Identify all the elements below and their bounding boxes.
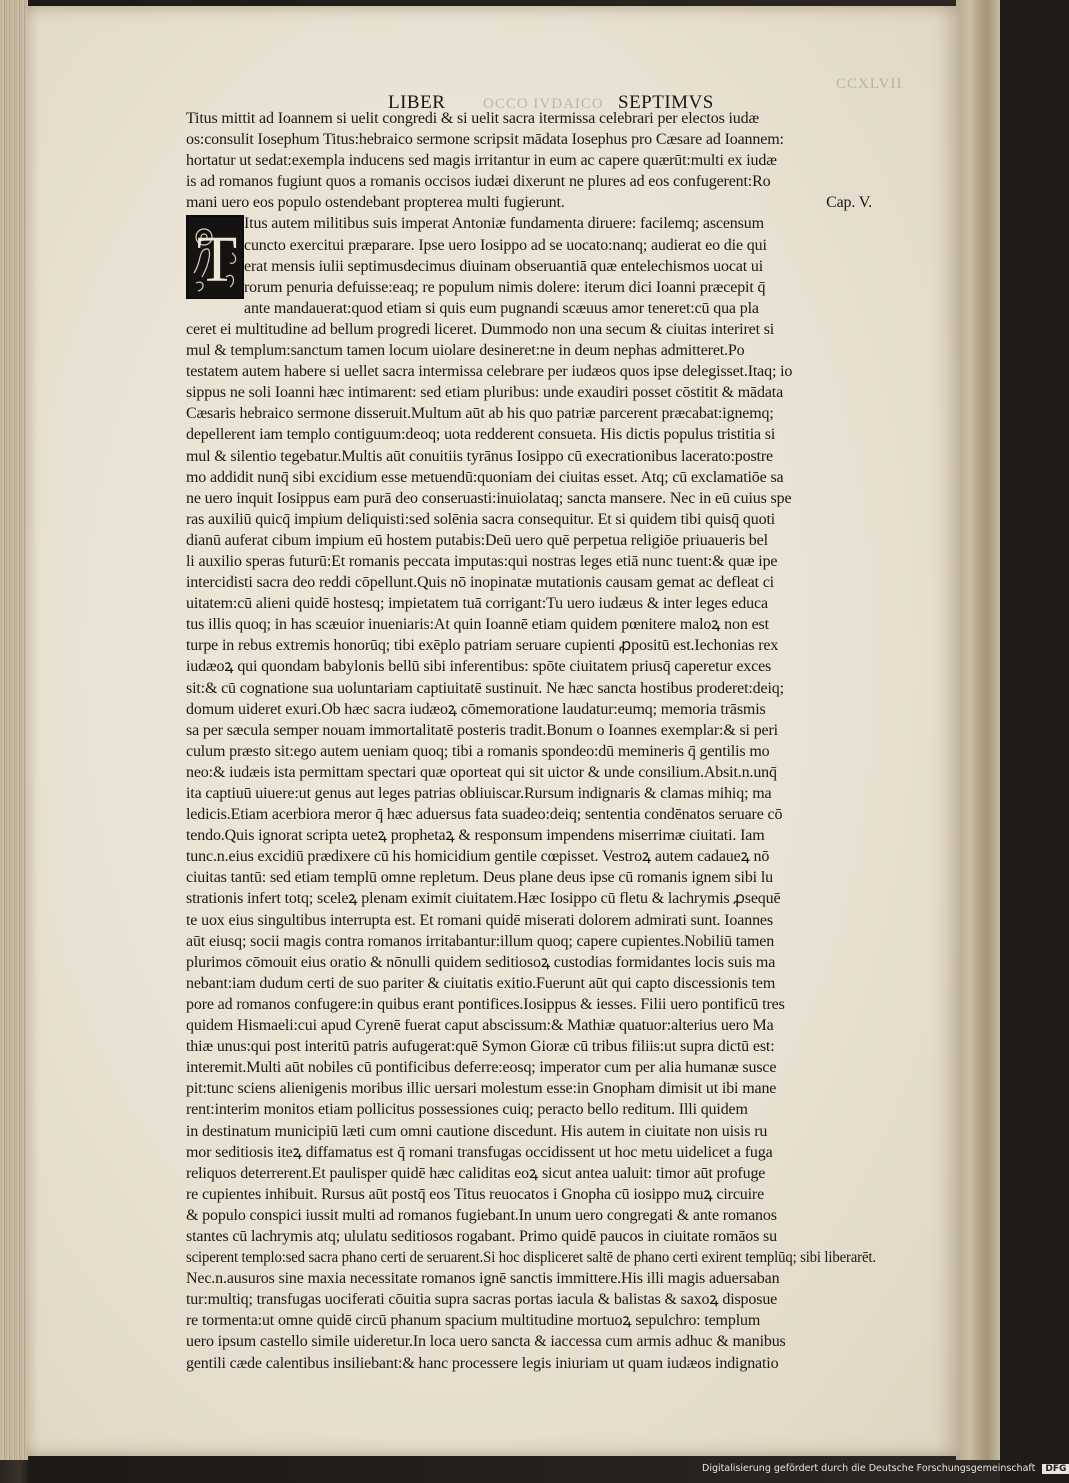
chapter-summary <box>186 108 876 192</box>
text-line: mo addidit nunq̄ sibi excidium esse metuendū:quoniam dei ciuitas esset. Atq; cū exclamatiōe sa <box>186 468 784 486</box>
text-line: mul & silentio tegebatur.Multis aūt conuitiis tyrānus Iosippo cū execrationibus lacerato:postre <box>186 447 773 465</box>
text-line: sa per sæcula semper nouam immortalitatē posteris tradit.Bonum o Ioannes exemplar:& si peri <box>186 721 778 739</box>
text-line: reliquos deterrerent.Et paulisper quidē hæc caliditas eoꝝ sicut antea ualuit: timor aūt profuge <box>186 1164 766 1182</box>
text-line: ras auxiliū quicq̄ impium deliquisti:sed solēnia sacra consequitur. Et si quidem tibi quisq̄ quoti <box>186 510 776 528</box>
header-septimus: SEPTIMVS <box>618 92 714 113</box>
text-line: iudæoꝝ qui quondam babylonis bellū sibi inferentibus: spōte ciuitatem priusq̄ caperetur exces <box>186 658 772 676</box>
text-line: pit:tunc sciens alienigenis moribus illic uersari molestum esse:in Gnopham dimisit ut ibi mane <box>186 1080 777 1098</box>
text-line: is ad romanos fugiunt quos a romanis occisos iudæi dixerunt ne plures ad eos confugerent:Ro <box>186 173 771 191</box>
text-line: os:consulit Iosephum Titus:hebraico sermone scripsit mādata Iosephus pro Cæsare ad Ioannem: <box>186 131 784 149</box>
text-line: in destinatum municipiū læti cum omni cautione discedunt. His autem in ciuitate non uisis ru <box>186 1122 768 1140</box>
text-line: Cæsaris hebraico sermone disseruit.Multum aūt ab his quo patriæ parcerent præcabat:ignemq; <box>186 405 774 423</box>
text-line: tur:multiq; transfugas uociferati cōuitia supra sacras portas iacula & balistas & saxoꝝ disposue <box>186 1291 778 1309</box>
text-line: erat mensis iulii septimusdecimus diuinam obseruantiā quæ entelechismos uocat ui <box>244 257 764 275</box>
text-line: tus illis quoq; in has scæuior inueniaris:At quin Ioannē etiam quidem pœnitere maloꝝ non est <box>186 616 769 634</box>
header-liber: LIBER <box>388 92 446 113</box>
text-line: re tormenta:ut omne quidē circū phanum spacium multitudine mortuoꝝ sepulchro: templum <box>186 1312 761 1330</box>
text-line: uitatem:cū alieni quidē hostesq; impietatem tuā corrigant:Tu uero iudæus & inter leges educa <box>186 595 768 613</box>
text-line: uero ipsum castello simile uideretur.In loca uero sancta & iaccessa cum armis adhuc & manibus <box>186 1333 786 1351</box>
initial-letter: T <box>196 223 238 296</box>
text-line: Nec.n.ausuros sine maxia necessitate romanos ignē sanctis immittere.His illi magis aduersaban <box>186 1270 780 1288</box>
footer-text: Digitalisierung gefördert durch die Deutsche Forschungsgemeinschaft <box>702 1463 1036 1474</box>
body-paragraph <box>186 319 876 1374</box>
text-line: ita captiuū uiuere:ut genus aut leges patrias obliuiscar.Rursum indignaris & clamas mihiq; ma <box>186 785 772 802</box>
dfg-logo: DFG <box>1042 1464 1069 1474</box>
text-line: thiæ unus:qui post interitū patris aufugerat:quē Symon Gioræ cū tribus filiis:ut supra dictū est: <box>186 1038 775 1056</box>
text-line: quidem Hismaeli:cui apud Cyrenē fuerat caput abscissum:& Mathiæ quatuor:alterius uero Ma <box>186 1017 774 1035</box>
show-through-folio: CCXLVII <box>836 76 903 92</box>
summary-line: mani uero eos populo ostendebant propterea multi fugierunt. <box>186 194 565 212</box>
text-line: rorum penuria defuisse:eaq; re populum nimis dolere: iterum dici Ioanni præcepit q̄ <box>244 278 766 296</box>
text-line: aūt eiusq; socii magis contra romanos irritabantur:illum quoq; capere cupientes.Nobiliū tamen <box>186 932 775 950</box>
text-line: ledicis.Etiam acerbiora meror q̄ hæc aduersus fata suadeo:deiq; sententia condēnatos seruare cō <box>186 806 783 824</box>
text-line: dianū auferat cibum impium eū hostem putabis:Deū uero quē perpetua religiōe priuaueris bel <box>186 531 768 549</box>
show-through-text: OCCO IVDAICO <box>483 96 604 112</box>
chapter-label: Cap. V. <box>826 194 872 212</box>
text-line: ciuitas tantū: sed etiam templū omne repletum. Deus plane deus ipse cū romanis ignem sibi lu <box>186 869 773 887</box>
text-line: mul & templum:sanctum tamen locum uiolare desineret:ne in deum nephas admitteret.Po <box>186 342 745 360</box>
decorated-initial <box>186 215 244 299</box>
text-line: domum uideret exuri.Ob hæc sacra iudæoꝝ cōmemoratione laudatur:eumq; memoria trāsmis <box>186 700 766 718</box>
text-line: tendo.Quis ignorat scripta ueteꝝ prophetaꝝ & responsum impendens miserrimæ ciuitati. Iam <box>186 827 765 845</box>
main-text <box>186 108 876 1374</box>
text-line: neo:& iudæis ista permittam spectari quæ oporteat qui sit uictor & unde consilium.Absit.n.unq̄ <box>186 763 777 781</box>
text-line: turpe in rebus extremis honorūq; tibi exēplo patriam seruare cupienti ꝓpositū est.Iechonias rex <box>186 637 779 655</box>
book-edge-left <box>0 0 28 1460</box>
decorated-initial-icon <box>188 217 242 297</box>
text-line: depellerent iam templo contiguum:deoq; uota redderent consueta. His dictis populus tristitia si <box>186 426 776 444</box>
text-line: re cupientes inhibuit. Rursus aūt postq̄ eos Titus reuocatos i Gnopha cū iosippo muꝝ circuire <box>186 1185 765 1203</box>
book-edge-right <box>956 0 1000 1460</box>
digitization-footer <box>702 1463 1067 1479</box>
text-line: hortatur ut sedat:exempla inducens sed magis irritantur in eum ac capere quærūt:multi ex iudæ <box>186 152 777 170</box>
summary-last-line <box>186 192 876 213</box>
text-line: gentili cæde calentibus insiliebant:& hanc processere legis iniuriam ut quam iudæos indignatio <box>186 1354 779 1372</box>
text-line: testatem autem habere si uellet sacra intermissa celebrare per iudæos quos ipse delegisset.Itaq; io <box>186 363 793 381</box>
text-line: cuncto exercitui præparare. Ipse uero Iosippo ad se uocato:nanq; audierat eo die qui <box>244 236 767 254</box>
text-line: li auxilio speras futurū:Et romanis peccata imputas:qui nostras leges etiā nunc tuent:& quæ ipe <box>186 552 778 570</box>
text-line: te uox eius singultibus interrupta est. Et romani quidē miserati dolorem admirati sunt. Ioannes <box>186 911 773 929</box>
text-line: Itus autem militibus suis imperat Antoniæ fundamenta diruere: facilemq; ascensum <box>244 215 764 233</box>
text-line: sippus ne soli Ioanni hæc intimarent: sed etiam pluribus: unde exaudiri posset cōstitit & mādata <box>186 384 784 402</box>
text-line: sit:& cū cognatione sua uoluntariam captiuitatē sustinuit. Ne hæc sancta hostibus proderet:deiq; <box>186 679 784 697</box>
text-line: plurimos cōmouit eius oratio & nōnulli quidem seditiosoꝝ custodias formidantes locis suis ma <box>186 953 776 971</box>
text-line: pore ad romanos confugere:in quibus erant pontifices.Iosippus & iesses. Filii uero pontificū tres <box>186 995 785 1013</box>
initial-paragraph <box>186 213 876 318</box>
text-line: & populo conspici iussit multi ad romanos fugiebant.In unum uero congregati & ante romanos <box>186 1206 777 1224</box>
text-line: tunc.n.eius excidiū prædixere cū his homicidium gentile cœpisset. Vestroꝝ autem cadaueꝝ nō <box>186 848 770 866</box>
text-line: culum præsto sit:ego autem ueniam quoq; tibi a romanis spondeo:dū memineris q̄ gentilis mo <box>186 742 770 760</box>
text-line: stantes cū lachrymis atq; ululatu seditiosos rogabant. Primo quidē paucos in ciuitate romāos su <box>186 1227 777 1245</box>
text-line: ne uero inquit Iosippus eam purā deo conseruasti:inuiolataq; sancta mansere. Nec in eū cuius spe <box>186 489 792 507</box>
text-line: nebant:iam dudum certi de suo pariter & ciuitatis exitio.Fuerunt aūt qui capto discessionis tem <box>186 974 776 992</box>
text-line: Titus mittit ad Ioannem si uelit congredi & si uelit sacra itermissa celebrari per electos iudæ <box>186 110 760 127</box>
text-line: mor seditiosis iteꝝ diffamatus est q̄ romani transfugas occidissent ut hoc metu uidelicet a fuga <box>186 1143 773 1161</box>
text-line: ceret ei multitudine ad bellum progredi liceret. Dummodo non una secum & ciuitas interiret si <box>186 320 775 338</box>
text-line: intercidisti sacra deo reddi cōpellunt.Quis nō inopinatæ mutationis causam gemat ac defleat ci <box>186 574 774 592</box>
text-line: sciperent templo:sed sacra phano certi de seruarent.Si hoc displiceret saltē de phano certi exirent templūq; sibi liberarēt. <box>186 1249 876 1267</box>
text-line: rent:interim monitos etiam pollicitus possessiones cuiq; peracto bello reditum. Illi quidem <box>186 1101 748 1119</box>
text-line: ante mandauerat:quod etiam si quis eum pugnandi scæuus amor teneret:cū qua pla <box>244 299 759 317</box>
text-line: interemit.Multi aūt nobiles cū pontificibus deferre:eosq; imperator cum per alia humanæ susce <box>186 1059 777 1077</box>
text-line: strationis infert totq; sceleꝝ plenam eximit ciuitatem.Hæc Iosippo cū fletu & lachrymis ꝓsequē <box>186 890 781 908</box>
